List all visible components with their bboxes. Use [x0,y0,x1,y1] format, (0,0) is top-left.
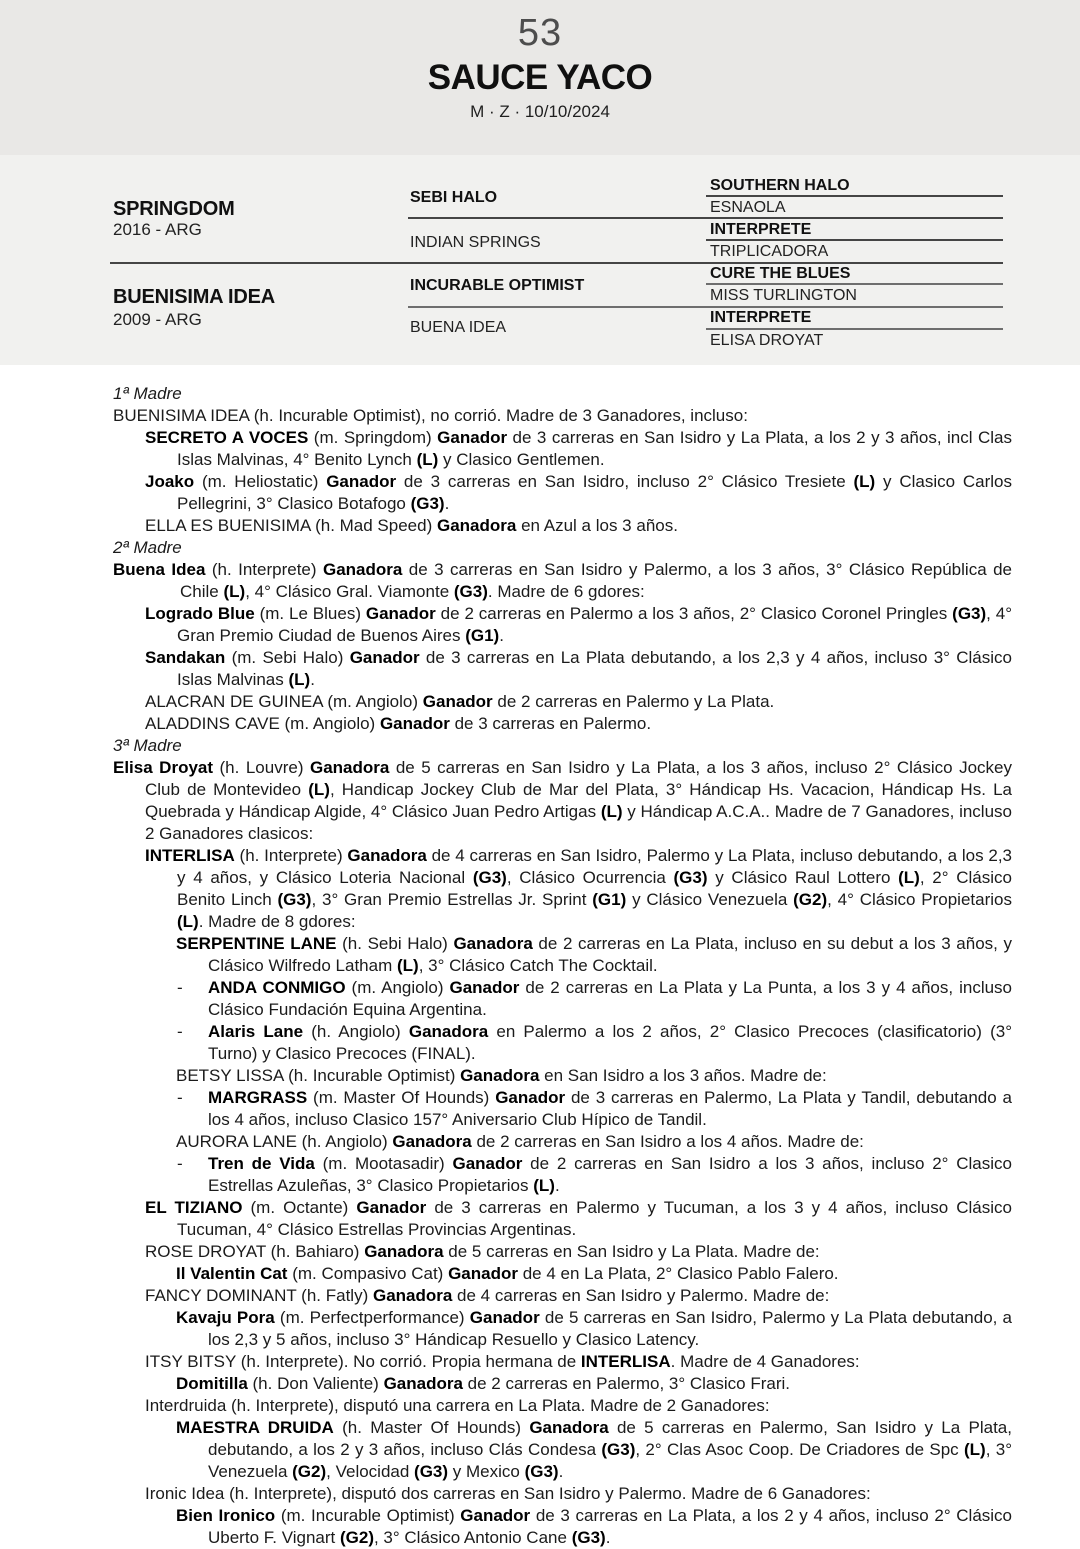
table-rule [408,306,1003,308]
pedigree-paragraph: SECRETO A VOCES (m. Springdom) Ganador de 3 carreras en San Isidro y La Plata, a los 2 y 3 años, incl Clas Islas Malvinas, 4° Benito Lynch (L) y Clasico Gentlemen. [145,428,1013,469]
pedigree-paragraph: EL TIZIANO (m. Octante) Ganador de 3 carreras en Palermo y Tucuman, a los 3 y 4 años, incluso Clásico Tucuman, 4° Clásico Estrellas Provincias Argentinas. [145,1198,1012,1239]
pedigree-paragraph: Ironic Idea (h. Interprete), disputó dos carreras en San Isidro y Palermo. Madre de 6 Ganadores: [145,1484,871,1503]
table-rule [706,239,1003,241]
pedigree-table [0,155,1080,365]
dam-generation-heading: 2ª Madre [113,538,182,557]
pedigree-paragraph: Sandakan (m. Sebi Halo) Ganador de 3 carreras en La Plata debutando, a los 2,3 y 4 años, incluso 3° Clásico Islas Malvinas (L). [145,648,1012,689]
greatgrandparent-name: INTERPRETE [710,309,812,326]
greatgrandparent-name: CURE THE BLUES [710,265,851,282]
page-number: 53 [517,12,563,54]
pedigree-paragraph: Elisa Droyat (h. Louvre) Ganadora de 5 carreras en San Isidro y La Plata, a los 3 años, incluso 2° Clásico Jockey Club de Montevideo (L), Handicap Jockey Club de Mar del Plata, 3° Hándicap Hs. Vacacion, Hándicap Hs. La Quebrada y Hándicap Algide, 4° Clásico Juan Pedro Artigas (L) y Hándicap A.C.A.. Madre de 7 Ganadores, incluso 2 Ganadores clasicos: [113,758,1012,843]
pedigree-paragraph: FANCY DOMINANT (h. Fatly) Ganadora de 4 carreras en San Isidro y Palermo. Madre de: [145,1286,830,1305]
pedigree-paragraph: MAESTRA DRUIDA (h. Master Of Hounds) Ganadora de 5 carreras en Palermo, San Isidro y La Plata, debutando, a los 2 y 3 años, incluso Clás Condesa (G3), 2° Clas Asoc Coop. De Criadores de Spc (L), 3° Venezuela (G2), Velocidad (G3) y Mexico (G3). [176,1418,1013,1481]
pedigree-paragraph: - Tren de Vida (m. Mootasadir) Ganador de 2 carreras en San Isidro a los 3 años, incluso 2° Clasico Estrellas Azuleñas, 3° Clasico Propietarios (L). [177,1154,1012,1195]
list-dash: - [177,1022,183,1041]
table-rule [706,283,1003,285]
pedigree-paragraph: BUENISIMA IDEA (h. Incurable Optimist), no corrió. Madre de 3 Ganadores, incluso: [113,406,748,425]
page-header [0,0,1080,155]
pedigree-paragraph: ALADDINS CAVE (m. Angiolo) Ganador de 3 carreras en Palermo. [145,714,652,733]
list-dash: - [177,1088,183,1107]
table-rule [706,195,1003,197]
pedigree-paragraph: BETSY LISSA (h. Incurable Optimist) Ganadora en San Isidro a los 3 años. Madre de: [176,1066,827,1085]
pedigree-paragraph: Logrado Blue (m. Le Blues) Ganador de 2 carreras en Palermo a los 3 años, 2° Clasico Coronel Pringles (G3), 4° Gran Premio Ciudad de Buenos Aires (G1). [145,604,1013,645]
list-dash: - [177,978,183,997]
table-rule [408,217,1003,219]
parent-detail: 2016 - ARG [113,220,202,239]
pedigree-paragraph: INTERLISA (h. Interprete) Ganadora de 4 carreras en San Isidro, Palermo y La Plata, incluso debutando, a los 2,3 y 4 años, y Clásico Loteria Nacional (G3), Clásico Ocurrencia (G3) y Clásico Raul Lottero (L), 2° Clásico Benito Linch (G3), 3° Gran Premio Estrellas Jr. Sprint (G1) y Clásico Venezuela (G2), 4° Clásico Propietarios (L). Madre de 8 gdores: [145,846,1013,931]
greatgrandparent-name: TRIPLICADORA [710,243,829,260]
pedigree-paragraph: - MARGRASS (m. Master Of Hounds) Ganador de 3 carreras en Palermo, La Plata y Tandil, debutando a los 4 años, incluso Clasico 157° Aniversario Club Hípico de Tandil. [177,1088,1013,1129]
grandparent-name: BUENA IDEA [410,319,507,336]
pedigree-paragraph: SERPENTINE LANE (h. Sebi Halo) Ganadora de 2 carreras en La Plata, incluso en su debut a los 3 años, y Clásico Wilfredo Latham (L), 3° Clásico Catch The Cocktail. [176,934,1012,975]
list-dash: - [177,1154,183,1173]
greatgrandparent-name: INTERPRETE [710,221,812,238]
pedigree-paragraph: Bien Ironico (m. Incurable Optimist) Ganador de 3 carreras en La Plata, a los 2 y 4 años, incluso 2° Clásico Uberto F. Vignart (G2), 3° Clásico Antonio Cane (G3). [176,1506,1013,1547]
pedigree-paragraph: Buena Idea (h. Interprete) Ganadora de 3 carreras en San Isidro y Palermo, a los 3 años, 3° Clásico República de Chile (L), 4° Clásico Gral. Viamonte (G3). Madre de 6 gdores: [113,560,1012,601]
pedigree-paragraph: - Alaris Lane (h. Angiolo) Ganadora en Palermo a los 2 años, 2° Clasico Precoces (clasificatorio) (3° Turno) y Clasico Precoces (FINAL). [177,1022,1012,1063]
grandparent-name: INDIAN SPRINGS [410,234,541,251]
grandparent-name: SEBI HALO [410,189,498,206]
pedigree-paragraph: ITSY BITSY (h. Interprete). No corrió. Propia hermana de INTERLISA. Madre de 4 Ganadores: [145,1352,860,1371]
horse-sex-date: M · Z · 10/10/2024 [470,102,610,121]
pedigree-paragraph: ELLA ES BUENISIMA (h. Mad Speed) Ganadora en Azul a los 3 años. [145,516,678,535]
grandparent-name: INCURABLE OPTIMIST [410,277,585,294]
greatgrandparent-name: MISS TURLINGTON [710,287,857,304]
pedigree-paragraph: - ANDA CONMIGO (m. Angiolo) Ganador de 2 carreras en La Plata y La Punta, a los 3 y 4 años, incluso Clásico Fundación Equina Argentina. [177,978,1012,1019]
greatgrandparent-name: ESNAOLA [710,199,786,216]
dam-generation-heading: 3ª Madre [113,736,182,755]
dam-generation-heading: 1ª Madre [113,384,182,403]
pedigree-paragraph: Domitilla (h. Don Valiente) Ganadora de 2 carreras en Palermo, 3° Clasico Frari. [176,1374,791,1393]
pedigree-paragraph: AURORA LANE (h. Angiolo) Ganadora de 2 carreras en San Isidro a los 4 años. Madre de: [176,1132,864,1151]
pedigree-paragraph: Kavaju Pora (m. Perfectperformance) Ganador de 5 carreras en San Isidro, Palermo y La Plata debutando, a los 2,3 y 5 años, incluso 3° Hándicap Resuello y Clasico Latency. [176,1308,1013,1349]
pedigree-paragraph: ALACRAN DE GUINEA (m. Angiolo) Ganador de 2 carreras en Palermo y La Plata. [145,692,775,711]
table-rule [706,328,1003,330]
pedigree-paragraph: ROSE DROYAT (h. Bahiaro) Ganadora de 5 carreras en San Isidro y La Plata. Madre de: [145,1242,820,1261]
table-rule [110,262,1003,264]
pedigree-paragraph: Il Valentin Cat (m. Compasivo Cat) Ganador de 4 en La Plata, 2° Clasico Pablo Falero. [176,1264,839,1283]
greatgrandparent-name: SOUTHERN HALO [710,177,850,194]
parent-name: BUENISIMA IDEA [113,286,276,308]
greatgrandparent-name: ELISA DROYAT [710,332,824,349]
parent-detail: 2009 - ARG [113,310,202,329]
horse-name-title: SAUCE YACO [427,58,653,97]
pedigree-text [0,365,1080,1549]
pedigree-paragraph: Interdruida (h. Interprete), disputó una carrera en La Plata. Madre de 2 Ganadores: [145,1396,770,1415]
pedigree-paragraph: Joako (m. Heliostatic) Ganador de 3 carreras en San Isidro, incluso 2° Clásico Tresiete (L) y Clasico Carlos Pellegrini, 3° Clasico Botafogo (G3). [145,472,1012,513]
parent-name: SPRINGDOM [113,198,235,220]
